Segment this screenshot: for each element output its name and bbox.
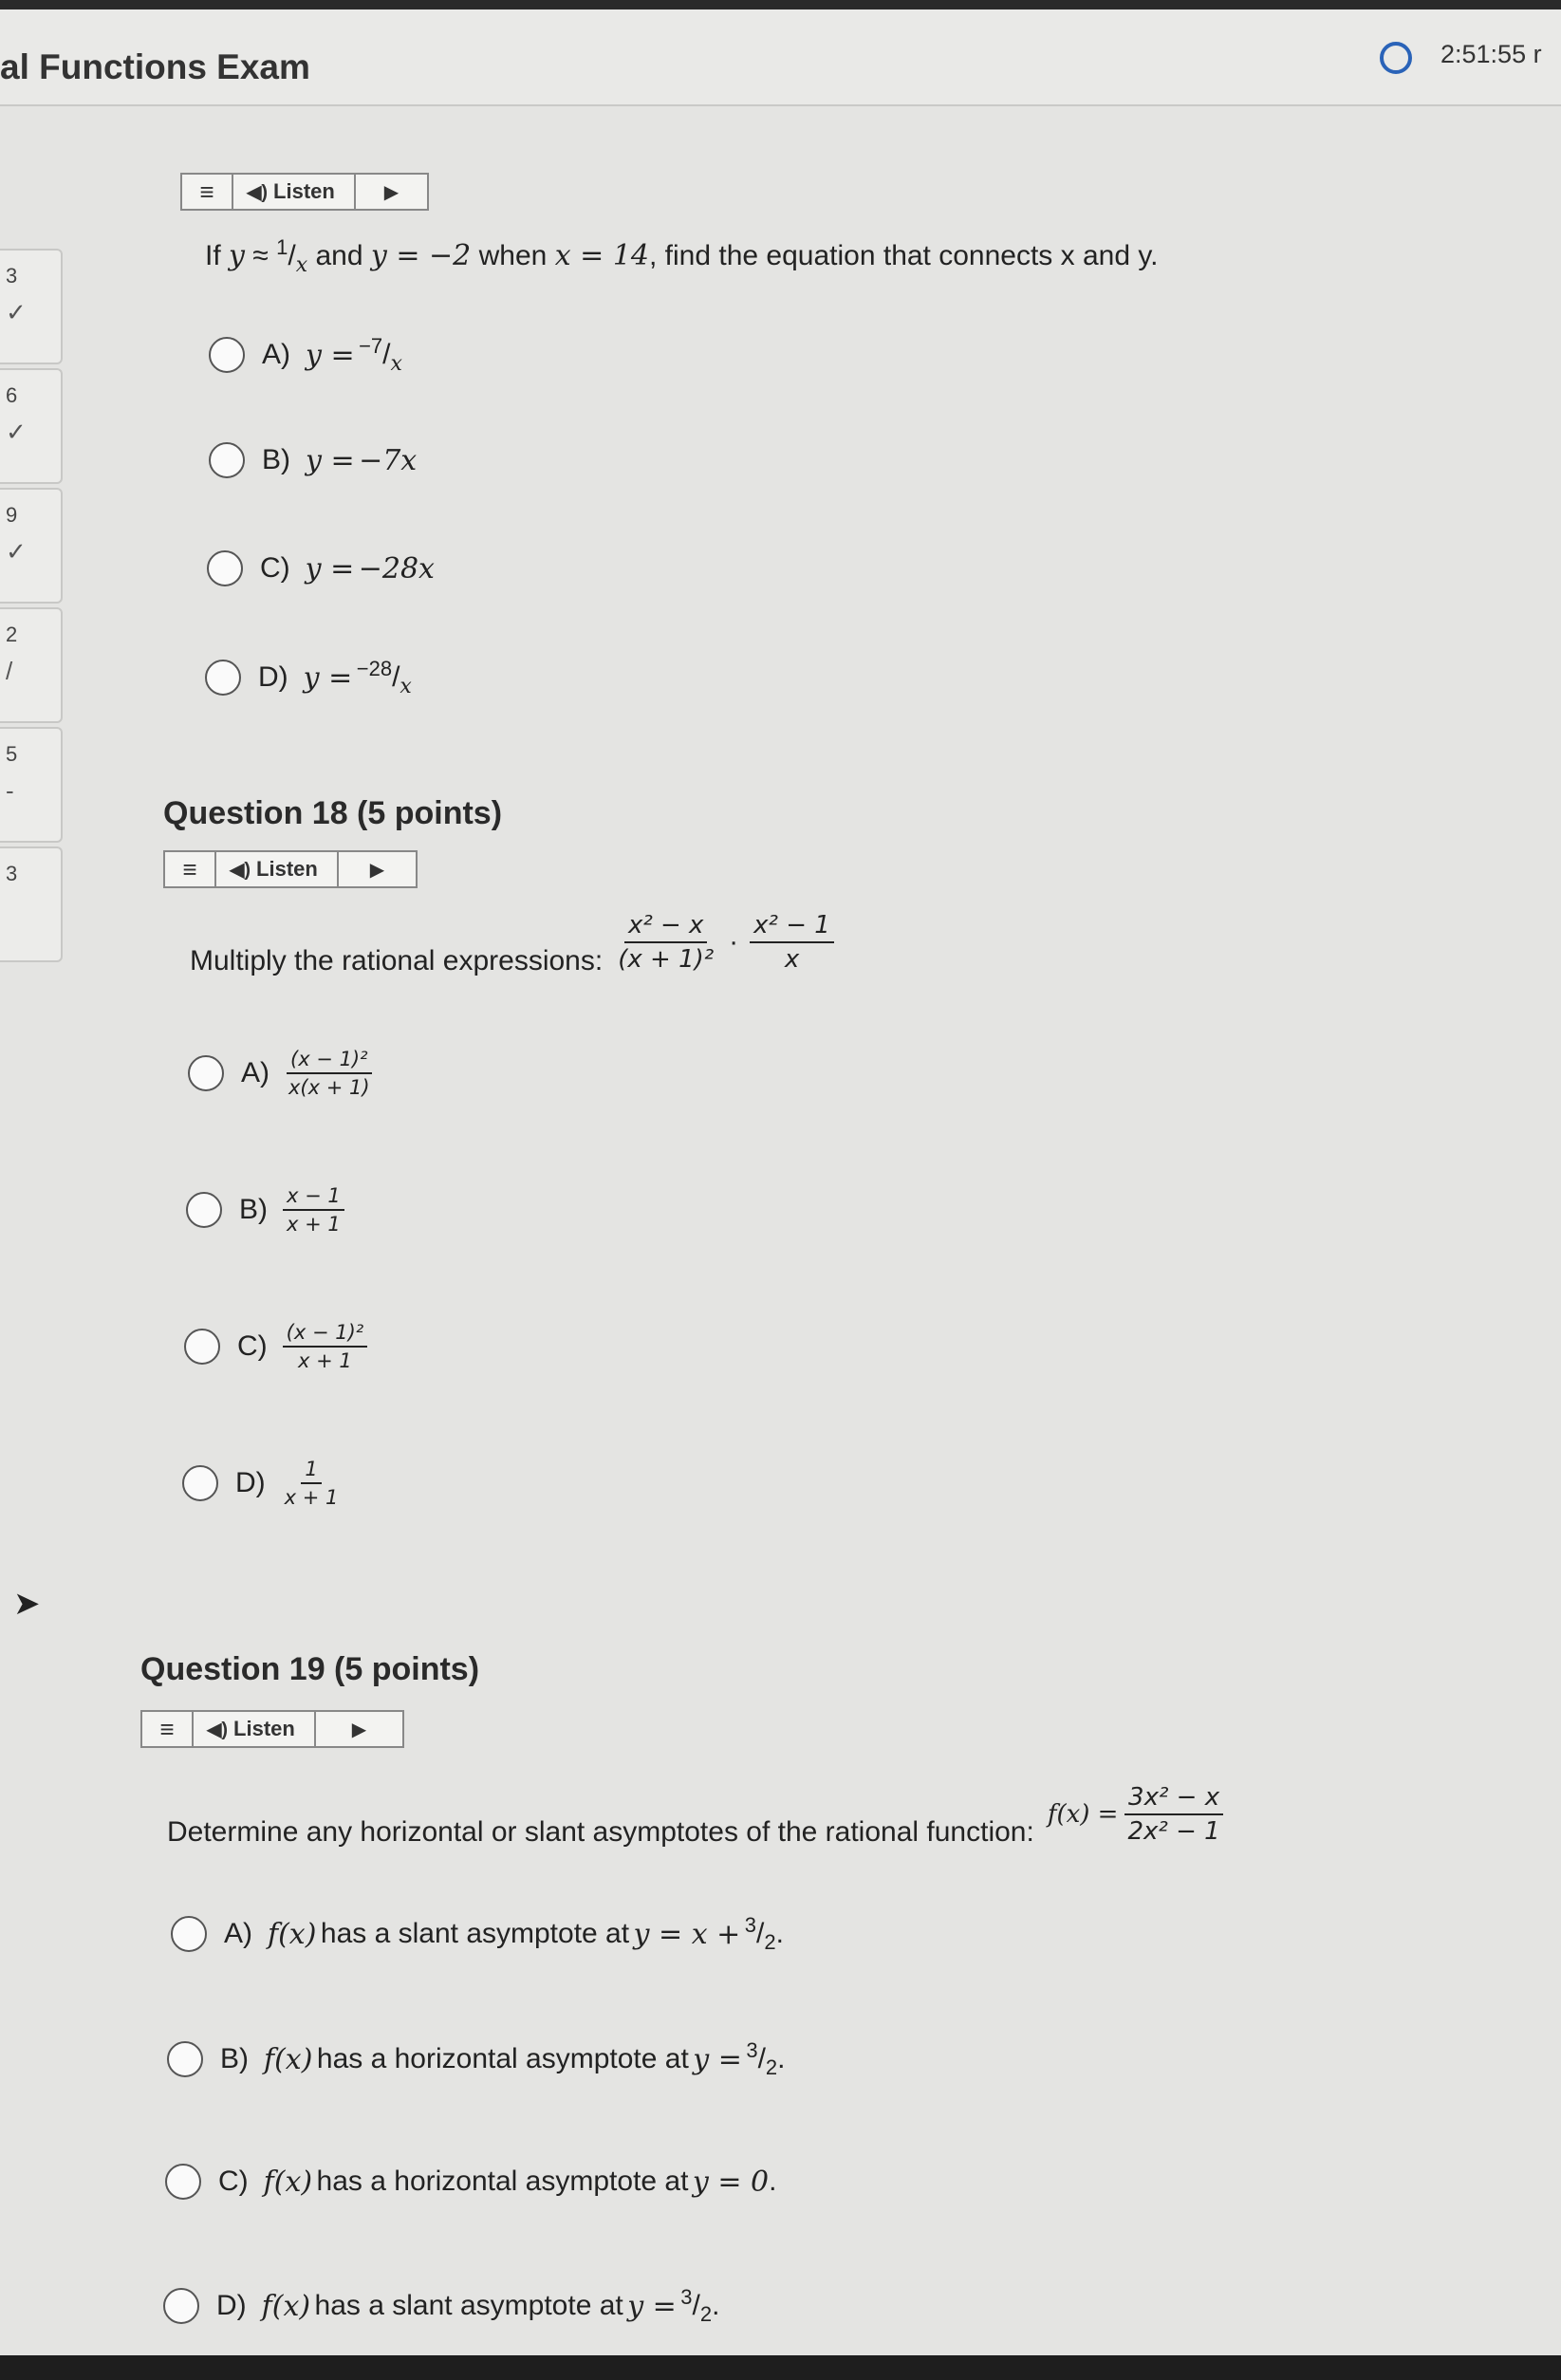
q17-option-d[interactable]: D) y = $^{-28}/_x$ xyxy=(205,657,412,698)
option-fraction xyxy=(281,1458,343,1509)
nav-question-item[interactable] xyxy=(0,727,63,843)
option-den: x xyxy=(400,675,412,698)
fraction-numerator: (x − 1)² xyxy=(283,1321,368,1348)
option-num: 3 xyxy=(744,1913,756,1937)
question-19-title: Question 19 (5 points) xyxy=(140,1651,480,1687)
text-suffix: , find the equation that connects x and y. xyxy=(649,240,1159,271)
option-eq: y = x + xyxy=(633,1917,741,1951)
menu-icon[interactable]: ≡ xyxy=(182,175,233,209)
play-icon[interactable]: ▶ xyxy=(383,181,400,203)
fraction-numerator: x² − x xyxy=(624,911,708,943)
option-end: . xyxy=(777,2043,786,2074)
listen-toolbar xyxy=(140,1710,404,1748)
option-text: has a slant asymptote at xyxy=(320,1918,630,1949)
radio-button[interactable] xyxy=(205,660,241,696)
nav-question-item[interactable] xyxy=(0,607,63,723)
question-19-prompt xyxy=(167,1780,1224,1849)
nav-question-number: 9 xyxy=(6,503,18,527)
fraction-2 xyxy=(750,911,834,974)
question-18-title: Question 18 (5 points) xyxy=(163,795,503,831)
option-text: has a slant asymptote at xyxy=(314,2290,623,2321)
multiply-dot: · xyxy=(729,926,739,958)
fraction-numerator: (x − 1)² xyxy=(287,1048,372,1074)
q17-option-a[interactable]: A) y = $^{-7}/_x$ xyxy=(209,334,402,376)
nav-question-number: 2 xyxy=(6,623,18,646)
prompt-text: Multiply the rational expressions: xyxy=(190,945,604,976)
speaker-icon: ◀) xyxy=(230,859,251,881)
option-lhs: y = xyxy=(305,551,355,586)
var-y: y xyxy=(229,239,245,272)
listen-label: Listen xyxy=(233,1717,295,1740)
option-letter: B) xyxy=(239,1194,268,1225)
q18-option-a[interactable] xyxy=(188,1048,374,1099)
radio-button[interactable] xyxy=(182,1465,218,1501)
timer-text: 2:51:55 r xyxy=(1440,40,1542,68)
option-lhs: y = xyxy=(303,660,353,695)
q18-option-d[interactable] xyxy=(182,1458,342,1509)
radio-button[interactable] xyxy=(188,1055,224,1091)
listen-button[interactable] xyxy=(233,175,356,209)
option-letter: C) xyxy=(260,552,290,584)
option-lhs: y = xyxy=(306,443,355,477)
fraction-denominator: 2x² − 1 xyxy=(1127,1817,1220,1846)
radio-button[interactable] xyxy=(186,1192,222,1228)
option-fx: f(x) xyxy=(264,2042,313,2076)
prompt-text: Determine any horizontal or slant asymptotes of the rational function: xyxy=(167,1816,1034,1848)
option-letter: C) xyxy=(218,2166,249,2197)
question-17-text: If $y \approx ^1/_x$ and y = −2 when x = 14, find the equation that connects x and y. xyxy=(205,235,1159,277)
option-letter: D) xyxy=(216,2290,247,2321)
option-expr: −7x xyxy=(359,443,418,477)
option-letter: A) xyxy=(241,1057,269,1088)
menu-icon[interactable]: ≡ xyxy=(165,852,216,886)
speaker-icon: ◀) xyxy=(247,181,269,203)
fraction-denominator: x + 1 xyxy=(284,1486,339,1509)
option-letter: B) xyxy=(262,444,290,475)
play-icon[interactable]: ▶ xyxy=(351,1719,367,1740)
q19-option-d[interactable]: D) f(x) has a slant asymptote at y = $^3/_2$. xyxy=(163,2285,719,2327)
option-fraction xyxy=(283,1184,344,1236)
fraction-denominator: x + 1 xyxy=(287,1213,341,1236)
menu-icon[interactable]: ≡ xyxy=(142,1712,194,1746)
option-letter: C) xyxy=(237,1330,268,1362)
nav-question-item[interactable] xyxy=(0,846,63,962)
listen-button[interactable] xyxy=(216,852,339,886)
option-num: −28 xyxy=(356,657,393,680)
mouse-cursor-icon: ➤ xyxy=(13,1586,41,1622)
function-fraction xyxy=(1124,1783,1223,1846)
radio-button[interactable] xyxy=(209,337,245,373)
listen-label: Listen xyxy=(256,857,318,881)
fraction-numerator: x − 1 xyxy=(283,1184,344,1211)
fraction-numerator: 1 xyxy=(301,1458,321,1484)
option-letter: D) xyxy=(258,661,288,693)
nav-question-item[interactable] xyxy=(0,368,63,484)
approx-sign: ≈ xyxy=(252,240,269,271)
question-18-prompt xyxy=(190,907,834,977)
given-var: x xyxy=(295,253,308,277)
option-text: has a horizontal asymptote at xyxy=(316,2043,689,2074)
function-lhs: f(x) = xyxy=(1047,1800,1119,1829)
checkmark-icon: ✓ xyxy=(6,537,27,566)
option-expr: −28x xyxy=(358,551,435,586)
q19-option-c[interactable] xyxy=(165,2164,776,2200)
play-icon[interactable]: ▶ xyxy=(369,859,385,881)
option-fraction xyxy=(285,1048,374,1099)
fraction-denominator: x xyxy=(784,945,800,974)
radio-button[interactable] xyxy=(167,2041,203,2077)
radio-button[interactable] xyxy=(163,2288,199,2324)
nav-question-number: 3 xyxy=(6,862,18,885)
exam-header xyxy=(0,9,1561,106)
option-eq: y = xyxy=(627,2289,677,2323)
option-fraction xyxy=(283,1321,368,1372)
cond-y: y = −2 xyxy=(370,239,472,272)
text-when: when xyxy=(478,240,548,271)
option-den: 2 xyxy=(699,2302,713,2326)
nav-question-number: 3 xyxy=(6,264,18,288)
q17-option-b[interactable] xyxy=(209,442,417,478)
fraction-1 xyxy=(614,911,717,974)
option-den: 2 xyxy=(764,1930,776,1954)
exam-title: al Functions Exam xyxy=(0,47,310,86)
given-num: 1 xyxy=(276,235,288,259)
q19-option-b[interactable]: B) f(x) has a horizontal asymptote at y = $^3/_2$. xyxy=(167,2038,786,2080)
option-text: has a horizontal asymptote at xyxy=(316,2166,689,2197)
option-end: . xyxy=(712,2290,720,2321)
listen-label: Listen xyxy=(273,179,335,203)
radio-button[interactable] xyxy=(184,1329,220,1365)
option-end: . xyxy=(769,2166,777,2197)
checkmark-icon: ✓ xyxy=(6,298,27,326)
radio-button[interactable] xyxy=(207,550,243,586)
q18-option-b[interactable] xyxy=(186,1184,344,1236)
top-edge xyxy=(0,0,1561,9)
option-den: 2 xyxy=(765,2055,778,2079)
text-if: If xyxy=(205,240,221,271)
status-mark: - xyxy=(6,776,14,805)
checkmark-icon: / xyxy=(6,657,13,685)
fraction-denominator: x + 1 xyxy=(298,1349,352,1372)
nav-question-number: 6 xyxy=(6,383,18,407)
option-eq: y = 0 xyxy=(692,2165,770,2199)
option-letter: B) xyxy=(220,2043,249,2074)
listen-toolbar xyxy=(163,850,418,888)
option-eq: y = xyxy=(693,2042,742,2076)
radio-button[interactable] xyxy=(209,442,245,478)
radio-button[interactable] xyxy=(171,1916,207,1952)
option-letter: A) xyxy=(224,1918,252,1949)
option-fx: f(x) xyxy=(261,2289,311,2323)
option-letter: D) xyxy=(235,1467,266,1498)
text-and: and xyxy=(315,240,363,271)
option-fx: f(x) xyxy=(263,2165,313,2199)
fraction-denominator: (x + 1)² xyxy=(618,945,715,974)
timer-circle-icon[interactable] xyxy=(1380,42,1412,74)
bottom-edge xyxy=(0,2355,1561,2380)
q18-option-c[interactable] xyxy=(184,1321,367,1372)
fraction-numerator: 3x² − x xyxy=(1124,1783,1223,1815)
option-letter: A) xyxy=(262,339,290,370)
nav-question-item[interactable] xyxy=(0,249,63,364)
cond-x: x = 14 xyxy=(554,239,649,272)
radio-button[interactable] xyxy=(165,2164,201,2200)
q17-option-c[interactable] xyxy=(207,550,435,586)
q19-option-a[interactable]: A) f(x) has a slant asymptote at y = x + $^3/_2$. xyxy=(171,1913,784,1955)
nav-question-number: 5 xyxy=(6,742,18,766)
option-den: x xyxy=(390,352,402,376)
listen-button[interactable] xyxy=(194,1712,316,1746)
fraction-denominator: x(x + 1) xyxy=(288,1076,370,1099)
fraction-numerator: x² − 1 xyxy=(750,911,834,943)
option-num: 3 xyxy=(746,2038,758,2062)
option-fx: f(x) xyxy=(268,1917,317,1951)
checkmark-icon: ✓ xyxy=(6,418,27,446)
option-num: 3 xyxy=(680,2285,693,2309)
speaker-icon: ◀) xyxy=(207,1719,229,1740)
option-num: −7 xyxy=(359,334,383,358)
option-end: . xyxy=(775,1918,784,1949)
nav-question-item[interactable] xyxy=(0,488,63,604)
listen-toolbar xyxy=(180,173,429,211)
option-lhs: y = xyxy=(306,338,355,372)
